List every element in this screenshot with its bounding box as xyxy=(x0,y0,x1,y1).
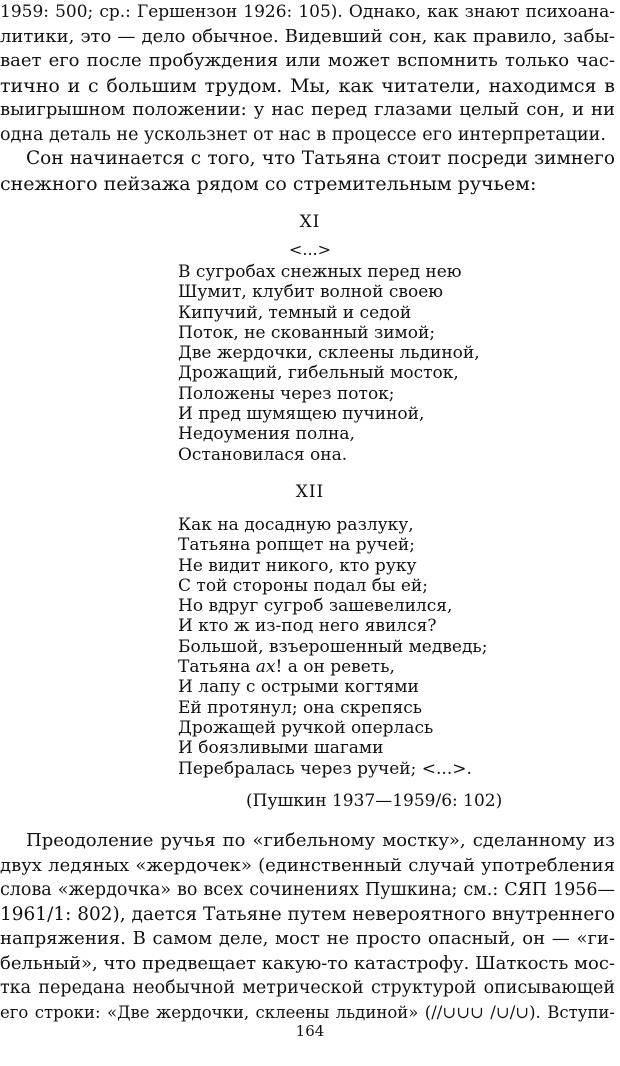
text-line: тка передана необычной метрической структурой описывающей xyxy=(0,978,615,998)
verse-line: Большой, взъерошенный медведь; xyxy=(178,636,488,657)
verse-line: С той стороны подал бы ей; xyxy=(178,575,428,596)
verse-line: Как на досадную разлуку, xyxy=(178,515,414,535)
text-line: 1961/1: 802), дается Татьяне путем невероятного внутреннего xyxy=(0,903,615,925)
text-line: двух ледяных «жердочек» (единственный случай употребления xyxy=(0,854,615,876)
stanza-xii xyxy=(178,515,487,779)
italic-word: ах xyxy=(255,657,276,678)
omission-mark: <...> xyxy=(288,240,332,259)
verse-line: Остановилася она. xyxy=(178,444,348,465)
stanza-xi xyxy=(178,262,480,465)
intro-paragraph xyxy=(0,147,615,196)
text-line: вает его после пробуждения или может вспомнить только час- xyxy=(0,50,615,71)
verse-line: И кто ж из-под него явился? xyxy=(178,616,437,637)
text-line: Преодоление ручья по «гибельному мостку», сделанному из xyxy=(26,830,615,851)
stanza-number: XI xyxy=(299,212,321,232)
text-line: тично и с большим трудом. Мы, как читатели, находимся в xyxy=(0,74,615,97)
text-line: напряжения. В самом деле, мост не просто опасный, он — «ги- xyxy=(0,928,615,949)
verse-line: Шумит, клубит волной своею xyxy=(178,282,444,303)
text-line: Сон начинается с того, что Татьяна стоит посреди зимнего xyxy=(26,148,615,169)
text-line: одна деталь не ускользнет от нас в процессе его интерпретации. xyxy=(0,124,606,145)
verse-line: Кипучий, темный и седой xyxy=(178,302,412,323)
top-paragraph xyxy=(0,0,615,147)
verse-line: Две жердочки, склеены льдиной, xyxy=(178,343,480,364)
text-line: слова «жердочка» во всех сочинениях Пушкина; см.: СЯП 1956— xyxy=(0,880,615,900)
verse-line: И боязливыми шагами xyxy=(178,738,384,759)
page-number: 164 xyxy=(295,1022,325,1040)
text-line: бельный», что предвещает какую-то катастрофу. Шаткость мос- xyxy=(0,952,615,974)
verse-line: И пред шумящею пучиной, xyxy=(178,404,425,425)
verse-line: В сугробах снежных перед нею xyxy=(178,262,462,282)
text-line: выигрышном положении: у нас перед глазами целый сон, и ни xyxy=(0,99,615,120)
verse-line: Ей протянул; она скрепясь xyxy=(178,697,423,718)
verse-line: Поток, не скованный зимой; xyxy=(178,322,436,343)
verse-line: Но вдруг сугроб зашевелился, xyxy=(178,596,453,617)
verse-line: Дрожащий, гибельный мосток, xyxy=(178,363,459,384)
text-line: 1959: 500; ср.: Гершензон 1926: 105). Однако, как знают психоана- xyxy=(0,2,615,22)
verse-line xyxy=(178,657,487,677)
stanza-number: XII xyxy=(295,482,325,502)
verse-text: ! а он реветь, xyxy=(275,657,395,678)
citation-source: (Пушкин 1937—1959/6: 102) xyxy=(246,791,503,811)
text-line: его строки: «Две жердочки, склеены льдиной» (//∪∪∪ /∪/∪). Вступи- xyxy=(0,1002,615,1022)
verse-line: Татьяна ропщет на ручей; xyxy=(178,535,415,556)
verse-line: Перебралась через ручей; <...>. xyxy=(178,758,472,779)
verse-line: Недоумения полна, xyxy=(178,424,355,445)
verse-line: Положены через поток; xyxy=(178,383,395,404)
verse-text: Татьяна xyxy=(178,657,256,678)
verse-line: И лапу с острыми когтями xyxy=(178,677,419,698)
verse-line: Дрожащей ручкой оперлась xyxy=(178,717,434,738)
text-line: литики, это — дело обычное. Видевший сон, как правило, забы- xyxy=(0,25,615,47)
bottom-paragraph xyxy=(0,829,615,1025)
verse-line: Не видит никого, кто руку xyxy=(178,555,417,576)
text-line: снежного пейзажа рядом со стремительным ручьем: xyxy=(0,172,537,195)
